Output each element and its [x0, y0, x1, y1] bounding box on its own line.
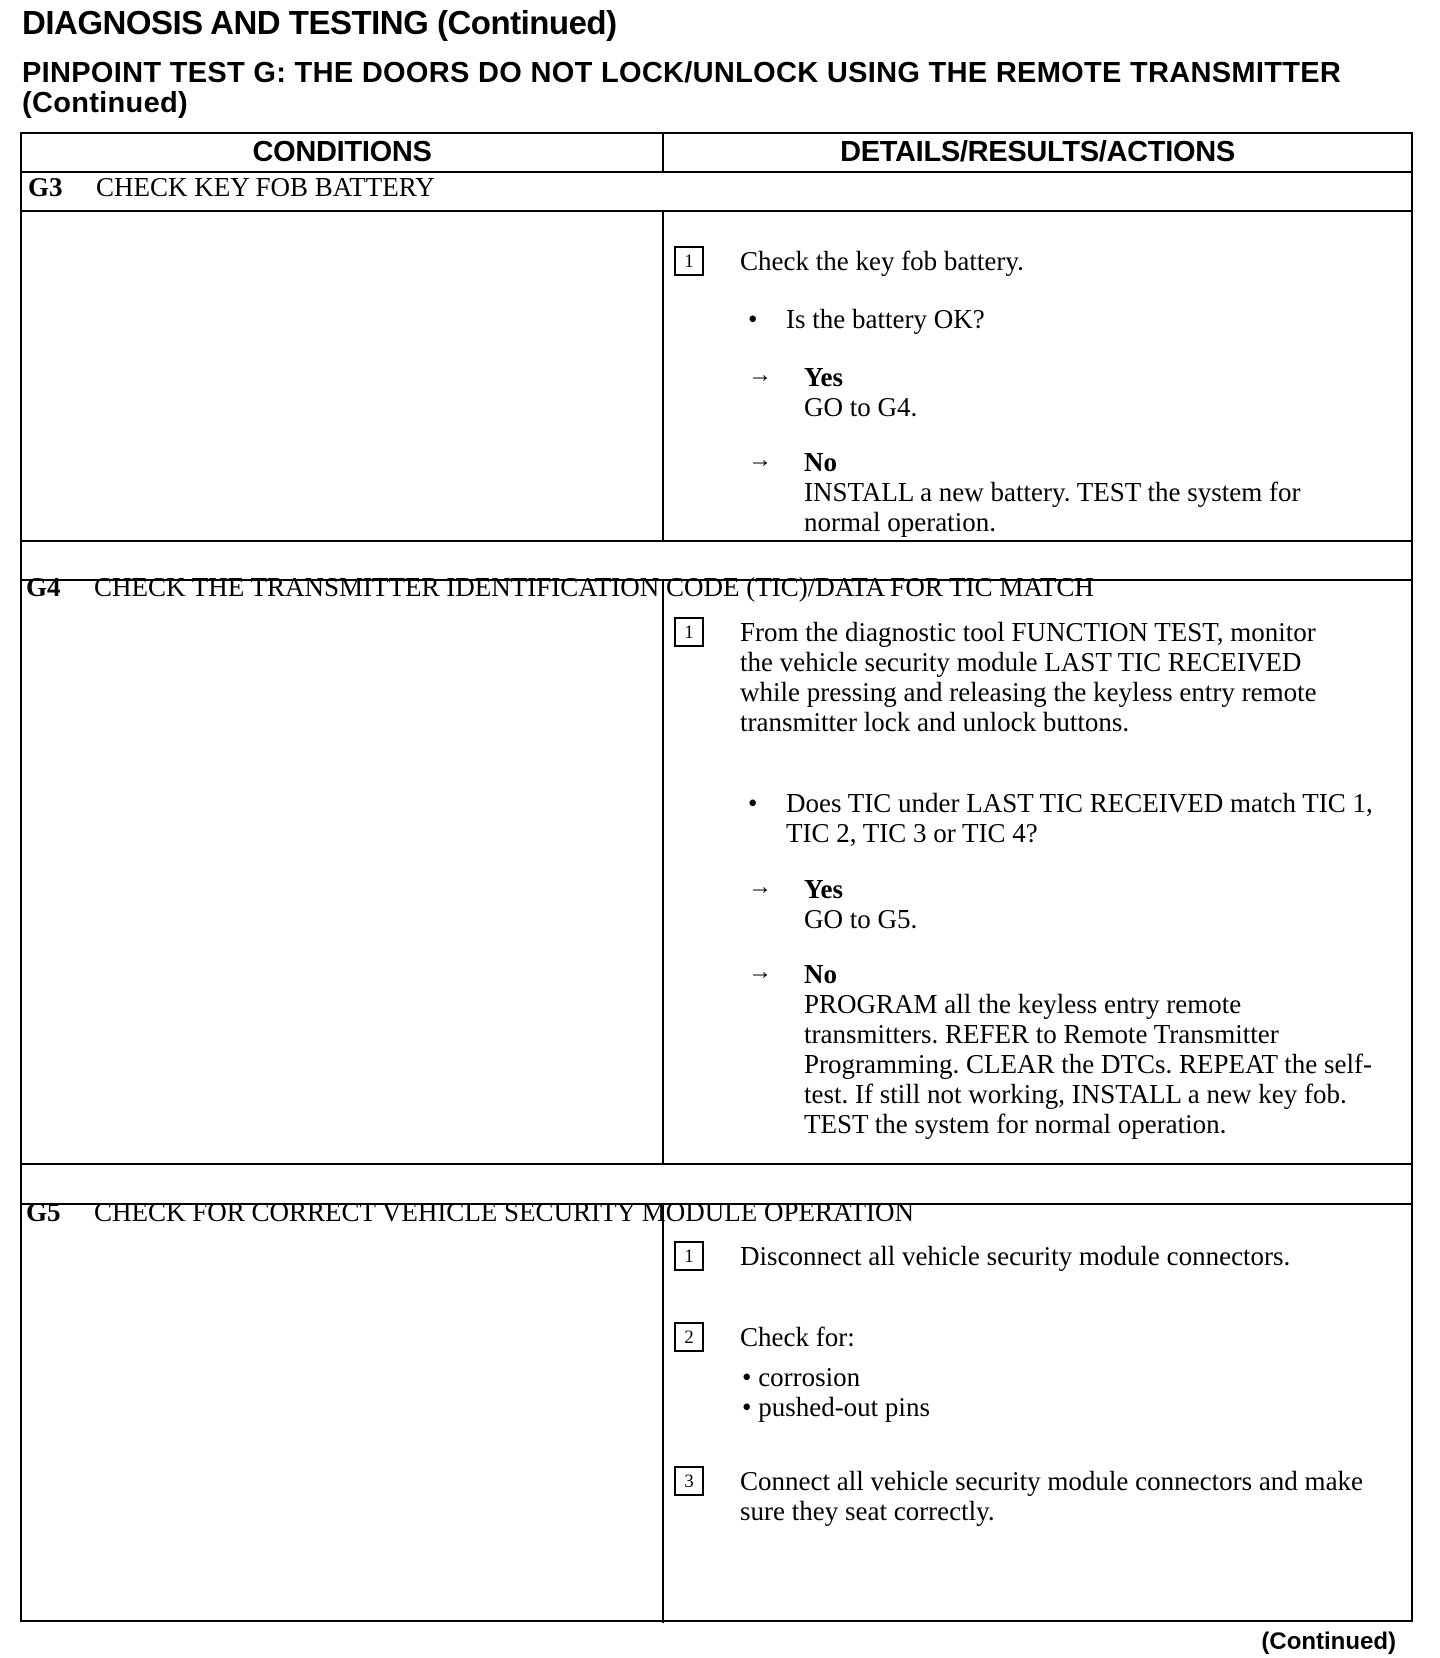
- arrow-right-icon: →: [748, 447, 772, 473]
- conditions-header: CONDITIONS: [252, 136, 432, 168]
- row-rule: [22, 210, 1411, 212]
- pinpoint-test-title: PINPOINT TEST G: THE DOORS DO NOT LOCK/UNLOCK USING THE REMOTE TRANSMITTER (Continued): [22, 57, 1342, 119]
- result-yes: [804, 362, 1364, 422]
- step-number-box: 3: [674, 1466, 704, 1496]
- result-no: [804, 959, 1374, 1139]
- step-number-box: 1: [674, 246, 704, 276]
- result-text: GO to G4.: [804, 392, 918, 422]
- step-id: G3: [28, 172, 63, 202]
- step-number-box: 1: [674, 617, 704, 647]
- page-title: DIAGNOSIS AND TESTING (Continued): [22, 4, 617, 41]
- result-yes: [804, 874, 1364, 934]
- action-text: From the diagnostic tool FUNCTION TEST, monitor the vehicle security module LAST TIC RECEIVED while pressing and releasing the keyless entry remote transmitter lock and unlock buttons.: [740, 617, 1317, 737]
- row-rule: [22, 540, 1411, 542]
- step-id: G4: [26, 572, 61, 602]
- step-header-g4: [26, 572, 1094, 603]
- result-label: No: [804, 447, 837, 477]
- result-text: GO to G5.: [804, 904, 918, 934]
- check-list: [742, 1362, 930, 1422]
- result-text: PROGRAM all the keyless entry remote transmitters. REFER to Remote Transmitter Programming. CLEAR the DTCs. REPEAT the self-test. If still not working, INSTALL a new key fob. TEST the system for normal operation.: [804, 989, 1372, 1139]
- step-number-box: 1: [674, 1241, 704, 1271]
- result-label: Yes: [804, 874, 843, 904]
- column-divider: [662, 579, 664, 1163]
- arrow-right-icon: →: [748, 874, 772, 900]
- step-title: CHECK FOR CORRECT VEHICLE SECURITY MODULE OPERATION: [94, 1197, 915, 1227]
- step-header-g3: [28, 172, 435, 203]
- list-item: • pushed-out pins: [742, 1392, 930, 1422]
- result-text: INSTALL a new battery. TEST the system for normal operation.: [804, 477, 1301, 537]
- action-text: Disconnect all vehicle security module connectors.: [740, 1241, 1291, 1271]
- result-label: No: [804, 959, 837, 989]
- action-text: Check the key fob battery.: [740, 246, 1024, 276]
- result-no: [804, 447, 1334, 537]
- column-divider: [662, 210, 664, 540]
- action-text: Connect all vehicle security module connectors and make sure they seat correctly.: [740, 1466, 1364, 1526]
- arrow-right-icon: →: [748, 362, 772, 388]
- result-label: Yes: [804, 362, 843, 392]
- column-divider: [662, 1203, 664, 1623]
- details-header: DETAILS/RESULTS/ACTIONS: [840, 136, 1235, 168]
- step-header-g5: [26, 1197, 914, 1228]
- action-text: Check for:: [740, 1322, 855, 1352]
- step-id: G5: [26, 1197, 61, 1227]
- list-item: • corrosion: [742, 1362, 930, 1392]
- question-text: • Is the battery OK?: [786, 304, 1376, 334]
- question-text: • Does TIC under LAST TIC RECEIVED match TIC 1, TIC 2, TIC 3 or TIC 4?: [786, 788, 1376, 848]
- row-rule: [22, 1163, 1411, 1165]
- continued-label: (Continued): [1261, 1628, 1396, 1655]
- step-title: CHECK THE TRANSMITTER IDENTIFICATION CODE (TIC)/DATA FOR TIC MATCH: [94, 572, 1094, 602]
- step-number-box: 2: [674, 1322, 704, 1352]
- step-title: CHECK KEY FOB BATTERY: [96, 172, 435, 202]
- arrow-right-icon: →: [748, 959, 772, 985]
- header-divider: [662, 134, 664, 172]
